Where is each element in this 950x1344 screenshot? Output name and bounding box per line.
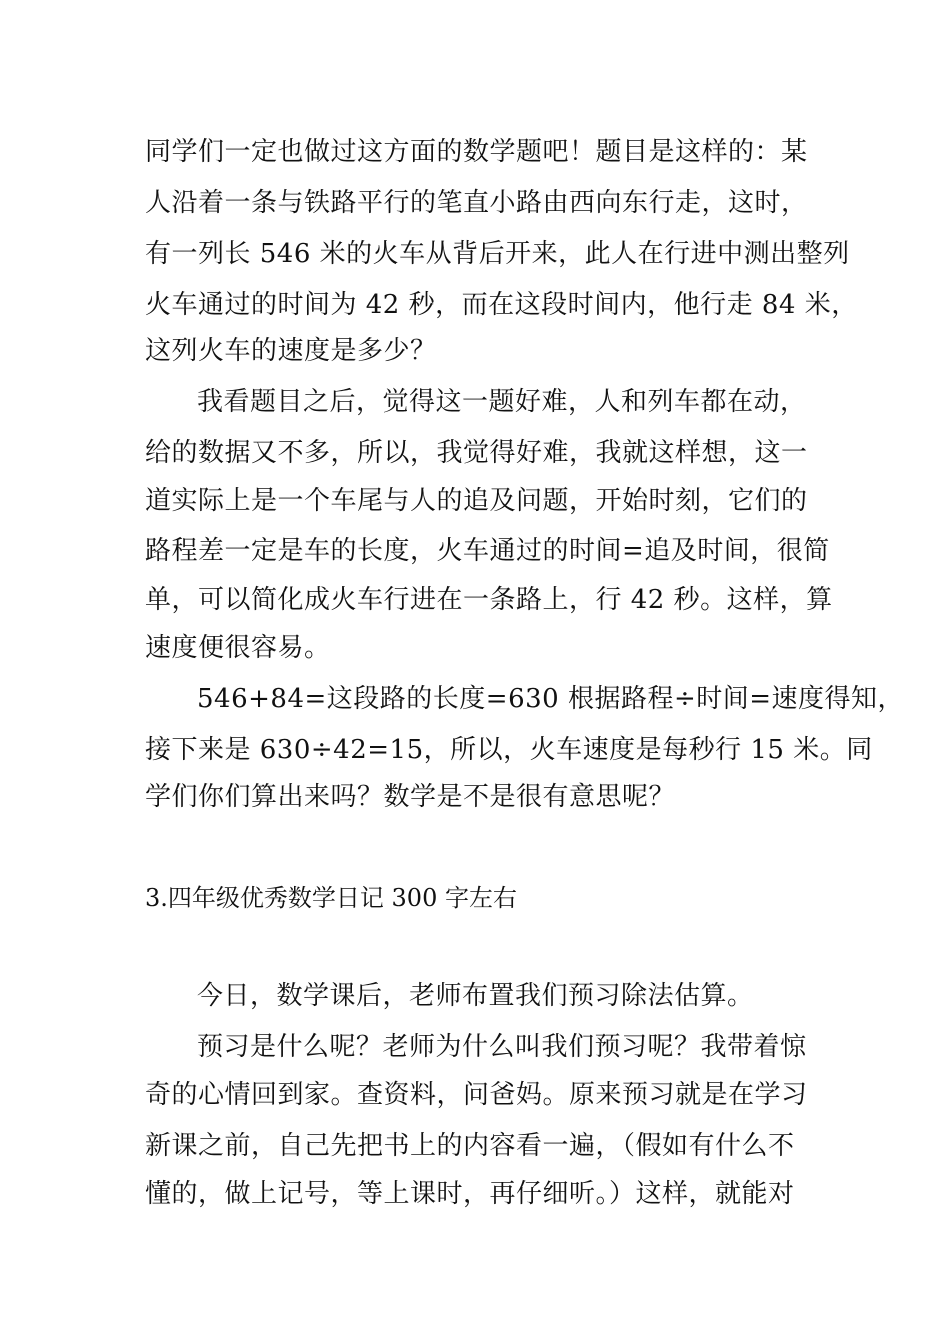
text-line: 人沿着一条与铁路平行的笔直小路由西向东行走，这时， xyxy=(145,188,808,218)
text-line: 预习是什么呢？老师为什么叫我们预习呢？我带着惊 xyxy=(197,1032,807,1062)
section-heading: 3.四年级优秀数学日记 300 字左右 xyxy=(145,884,517,912)
text-line: 今日，数学课后，老师布置我们预习除法估算。 xyxy=(197,981,754,1011)
text-line: 奇的心情回到家。查资料，问爸妈。原来预习就是在学习 xyxy=(145,1080,808,1110)
text-line: 接下来是 630÷42=15，所以，火车速度是每秒行 15 米。同 xyxy=(145,735,873,765)
text-line: 路程差一定是车的长度，火车通过的时间=追及时间，很简 xyxy=(145,536,830,566)
text-line: 学们你们算出来吗？数学是不是很有意思呢？ xyxy=(145,782,676,812)
text-line: 有一列长 546 米的火车从背后开来，此人在行进中测出整列 xyxy=(145,239,850,269)
text-line: 懂的，做上记号，等上课时，再仔细听。）这样，就能对 xyxy=(145,1179,795,1209)
text-line: 同学们一定也做过这方面的数学题吧！题目是这样的：某 xyxy=(145,137,808,167)
text-line: 我看题目之后，觉得这一题好难，人和列车都在动， xyxy=(197,387,807,417)
text-line: 这列火车的速度是多少？ xyxy=(145,336,437,366)
text-line: 单，可以简化成火车行进在一条路上，行 42 秒。这样，算 xyxy=(145,585,833,615)
text-line: 道实际上是一个车尾与人的追及问题，开始时刻，它们的 xyxy=(145,486,808,516)
text-line: 速度便很容易。 xyxy=(145,633,331,663)
text-line: 新课之前，自己先把书上的内容看一遍，（假如有什么不 xyxy=(145,1131,795,1161)
text-line: 546+84=这段路的长度=630 根据路程÷时间=速度得知， xyxy=(197,684,905,714)
text-line: 给的数据又不多，所以，我觉得好难，我就这样想，这一 xyxy=(145,438,808,468)
text-line: 火车通过的时间为 42 秒，而在这段时间内，他行走 84 米， xyxy=(145,290,858,320)
